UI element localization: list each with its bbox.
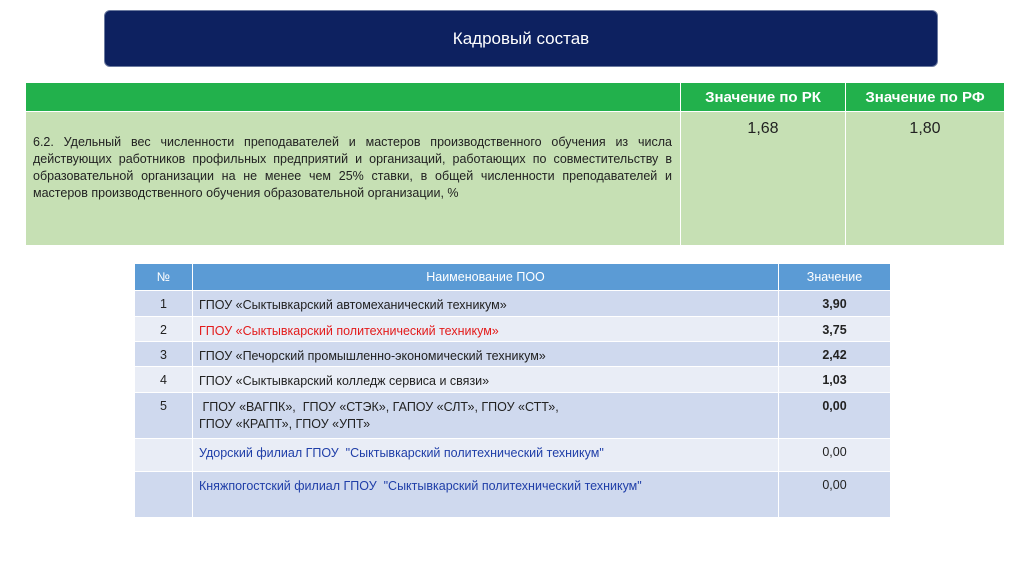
row-value: 0,00 [779, 472, 891, 518]
header-num: № [135, 264, 193, 291]
table-row [135, 367, 891, 393]
indicator-value-rf: 1,80 [846, 112, 1005, 246]
header-name: Наименование ПОО [193, 264, 779, 291]
row-num: 1 [135, 291, 193, 317]
indicator-header-empty [26, 83, 681, 112]
row-name-line2: ГПОУ «КРАПТ», ГПОУ «УПТ» [199, 417, 371, 431]
row-name: Княжпогостский филиал ГПОУ "Сыктывкарский политехнический техникум" [193, 472, 779, 518]
slide-title: Кадровый состав [104, 10, 938, 67]
indicator-header-row [26, 83, 1005, 112]
row-value: 2,42 [779, 342, 891, 367]
row-name: ГПОУ «Сыктывкарский колледж сервиса и связи» [193, 367, 779, 393]
row-num: 2 [135, 317, 193, 342]
table-row [135, 291, 891, 317]
indicator-value-rk: 1,68 [681, 112, 846, 246]
table-row [135, 393, 891, 439]
row-name-line1: ГПОУ «ВАГПК», ГПОУ «СТЭК», ГАПОУ «СЛТ», ГПОУ «СТТ», [199, 400, 559, 414]
row-name: ГПОУ «Сыктывкарский политехнический техникум» [193, 317, 779, 342]
indicator-row [26, 112, 1005, 246]
row-name [193, 393, 779, 439]
header-value: Значение [779, 264, 891, 291]
row-num [135, 439, 193, 472]
row-value: 0,00 [779, 439, 891, 472]
poo-table [134, 263, 891, 518]
poo-header-row [135, 264, 891, 291]
indicator-description: 6.2. Удельный вес численности преподавателей и мастеров производственного обучения из числа действующих работников профильных предприятий и организаций, работающих по совместительству в образовательной организации на не менее чем 25% ставки, в общей численности преподавателей и мастеров производственного обучения образовательной организации, % [26, 112, 681, 246]
table-row [135, 439, 891, 472]
row-num: 5 [135, 393, 193, 439]
row-num: 3 [135, 342, 193, 367]
table-row [135, 342, 891, 367]
row-num: 4 [135, 367, 193, 393]
row-value: 3,75 [779, 317, 891, 342]
table-row [135, 472, 891, 518]
row-name: Удорский филиал ГПОУ "Сыктывкарский политехнический техникум" [193, 439, 779, 472]
row-value: 0,00 [779, 393, 891, 439]
indicator-table [25, 82, 1005, 246]
row-name: ГПОУ «Печорский промышленно-экономический техникум» [193, 342, 779, 367]
row-value: 3,90 [779, 291, 891, 317]
table-row [135, 317, 891, 342]
row-num [135, 472, 193, 518]
header-value-rf: Значение по РФ [846, 83, 1005, 112]
header-value-rk: Значение по РК [681, 83, 846, 112]
row-value: 1,03 [779, 367, 891, 393]
row-name: ГПОУ «Сыктывкарский автомеханический техникум» [193, 291, 779, 317]
